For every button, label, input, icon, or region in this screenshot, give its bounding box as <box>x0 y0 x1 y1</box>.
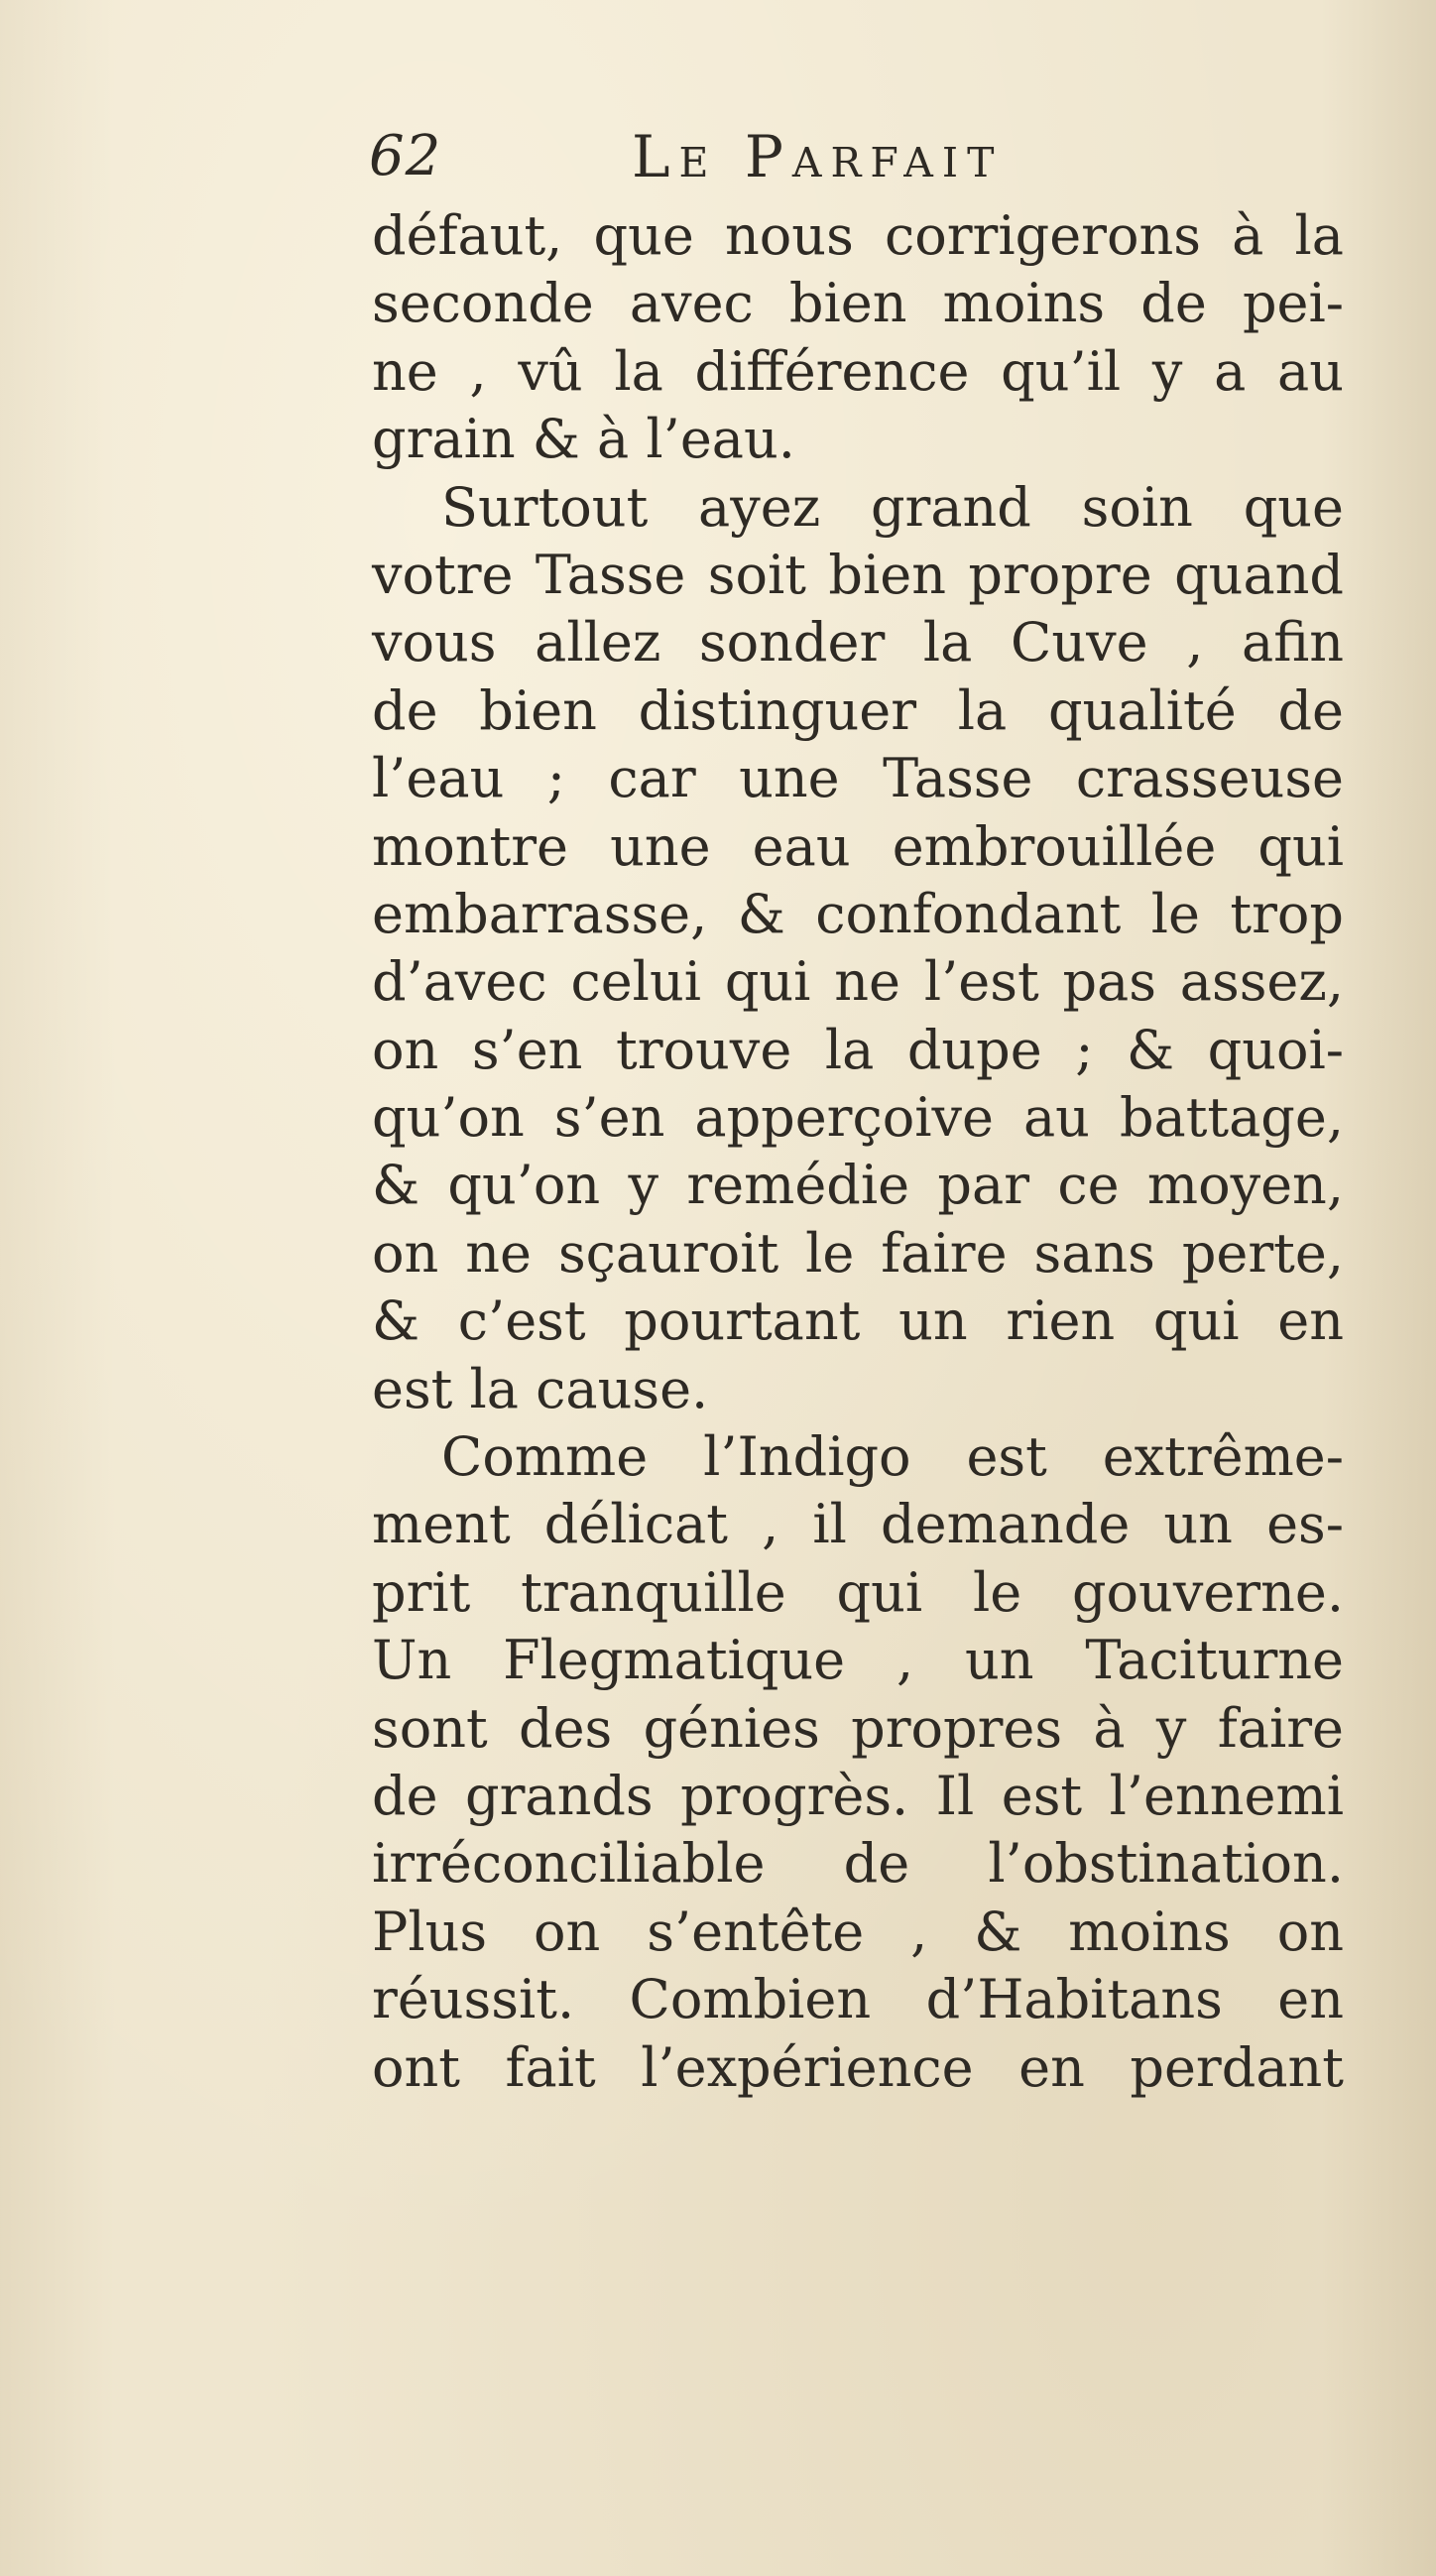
text-line: & qu’on y remédie par ce moyen, <box>372 1154 1344 1217</box>
text-line: & c’est pourtant un rien qui en <box>372 1289 1344 1353</box>
text-line: vous allez sonder la Cuve , afin <box>372 611 1344 675</box>
text-line: ment délicat , il demande un es- <box>372 1493 1344 1556</box>
text-line: grain & à l’eau. <box>372 408 795 471</box>
text-line: d’avec celui qui ne l’est pas assez, <box>372 950 1344 1014</box>
text-line: seconde avec bien moins de pei- <box>372 272 1344 335</box>
page-number: 62 <box>369 124 442 188</box>
text-line: Un Flegmatique , un Taciturne <box>372 1629 1344 1692</box>
text-line: de grands progrès. Il est l’ennemi <box>372 1764 1344 1827</box>
text-line: de bien distinguer la qualité de <box>372 678 1344 742</box>
text-line: prit tranquille qui le gouverne. <box>372 1560 1344 1624</box>
text-line: montre une eau embrouillée qui <box>372 814 1344 878</box>
text-line: Plus on s’entête , & moins on <box>372 1900 1344 1963</box>
text-line: qu’on s’en apperçoive au battage, <box>372 1086 1344 1150</box>
text-line: embarrasse, & confondant le trop <box>372 882 1344 945</box>
text-line: sont des génies propres à y faire <box>372 1696 1344 1760</box>
text-line: Surtout ayez grand soin que <box>441 475 1344 539</box>
text-line: défaut, que nous corrigerons à la <box>372 204 1344 267</box>
text-line: est la cause. <box>372 1357 709 1420</box>
text-line: ont fait l’expérience en perdant <box>372 2035 1344 2099</box>
page-header <box>369 117 1103 196</box>
running-head: Le Parfait <box>632 123 1004 190</box>
text-line: on ne sçauroit le faire sans perte, <box>372 1221 1344 1285</box>
text-line: ne , vû la différence qu’il y a au <box>372 339 1344 403</box>
text-line: on s’en trouve la dupe ; & quoi- <box>372 1018 1344 1081</box>
text-line: réussit. Combien d’Habitans en <box>372 1968 1344 2031</box>
body-text <box>372 202 1344 2102</box>
text-line: irréconciliable de l’obstination. <box>372 1832 1344 1896</box>
text-line: l’eau ; car une Tasse crasseuse <box>372 747 1344 810</box>
text-line: Comme l’Indigo est extrême- <box>441 1425 1344 1489</box>
text-line: votre Tasse soit bien propre quand <box>372 543 1344 606</box>
